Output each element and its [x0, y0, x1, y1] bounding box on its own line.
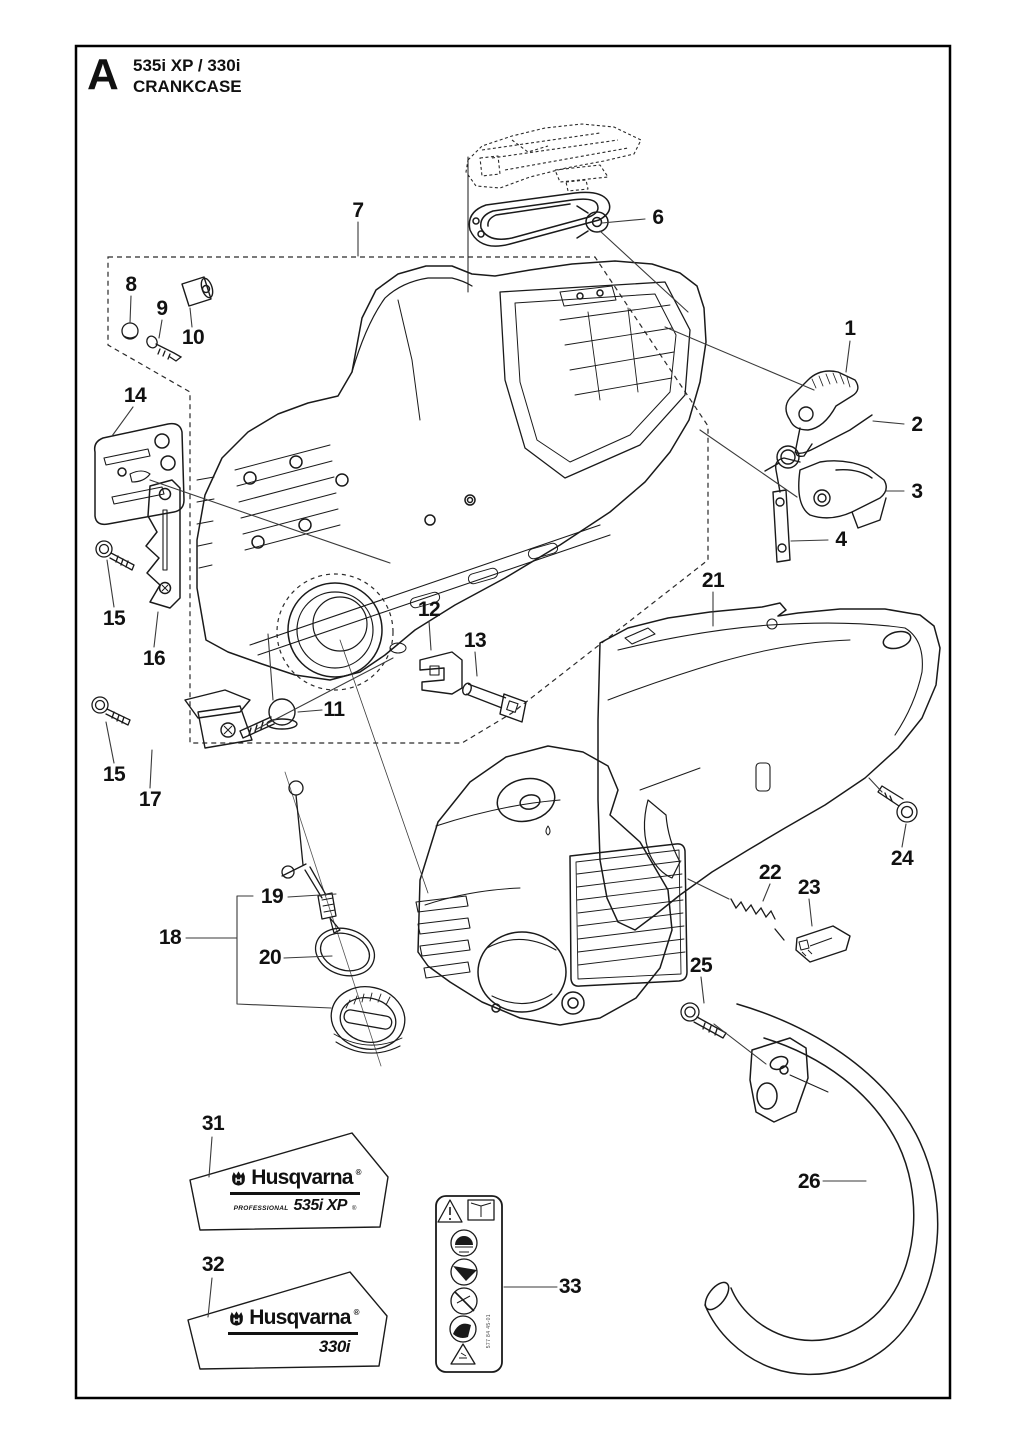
top-cover-dashed — [466, 124, 641, 191]
decal-535i-xp — [224, 1166, 366, 1215]
leader-1 — [846, 341, 850, 372]
callout-12: 12 — [417, 598, 441, 621]
leader-11c — [340, 640, 428, 893]
brand-name: Husqvarna — [249, 1306, 351, 1329]
latch-spring-22 — [731, 899, 784, 940]
page-title: CRANKCASE — [133, 77, 242, 96]
bar-plate-14 — [95, 424, 184, 525]
callout-13: 13 — [463, 629, 487, 652]
callout-6: 6 — [652, 206, 664, 229]
leader-3b — [700, 430, 797, 497]
leader-12 — [429, 621, 431, 650]
leader-15-lower — [106, 722, 114, 763]
model-title: 535i XP / 330i — [133, 56, 241, 75]
screw-15-lower — [92, 697, 130, 725]
callout-4: 4 — [835, 528, 847, 551]
leader-25 — [701, 977, 704, 1003]
callout-32: 32 — [201, 1253, 225, 1276]
callout-20: 20 — [258, 946, 282, 969]
leader-9 — [159, 320, 162, 338]
callout-2: 2 — [911, 413, 923, 436]
leader-16 — [154, 612, 158, 647]
callout-9: 9 — [156, 297, 168, 320]
callout-31: 31 — [201, 1112, 225, 1135]
trademark-symbol: ® — [355, 1168, 361, 1177]
leader-14b — [150, 480, 390, 563]
leader-32 — [208, 1278, 212, 1317]
screw-24 — [878, 786, 917, 822]
screw-15-upper — [96, 541, 134, 570]
model-name: 330i — [318, 1337, 350, 1356]
callout-15-upper: 15 — [102, 607, 126, 630]
screw-9 — [145, 334, 181, 361]
husqvarna-crown-icon — [229, 1169, 248, 1188]
husqvarna-wordmark — [224, 1166, 366, 1190]
leader-10 — [190, 308, 192, 327]
bar-cover-gasket-6 — [469, 192, 609, 246]
callout-19: 19 — [260, 885, 284, 908]
throttle-lockout-3 — [799, 461, 887, 528]
series-label: PROFESSIONAL — [233, 1205, 289, 1212]
leader-20 — [284, 956, 332, 958]
model-name: 535i XP — [293, 1197, 347, 1214]
trademark-symbol: ® — [353, 1308, 359, 1317]
leader-13 — [475, 652, 477, 676]
decal-rule — [228, 1332, 358, 1335]
leader-24 — [902, 824, 906, 847]
dowel-pin-10 — [182, 277, 215, 306]
callout-15-lower: 15 — [102, 763, 126, 786]
callout-11: 11 — [323, 698, 345, 721]
leader-4 — [791, 540, 828, 541]
callout-3: 3 — [911, 480, 923, 503]
leader-24b — [869, 778, 882, 792]
leader-17 — [150, 750, 152, 788]
callout-18: 18 — [158, 926, 182, 949]
latch-23 — [796, 926, 850, 962]
decal-330i — [222, 1306, 364, 1357]
leader-22 — [763, 884, 770, 901]
callout-16: 16 — [142, 647, 166, 670]
decal-rule — [230, 1192, 360, 1195]
husqvarna-wordmark — [222, 1306, 364, 1330]
leader-22b — [688, 879, 729, 899]
page-border — [76, 46, 950, 1398]
clamp-12 — [420, 652, 462, 694]
leader-19 — [288, 894, 336, 897]
callout-26: 26 — [797, 1170, 821, 1193]
leader-2 — [873, 421, 904, 424]
callout-14: 14 — [123, 384, 147, 407]
leader-8 — [130, 296, 131, 323]
callout-25: 25 — [689, 954, 713, 977]
callout-1: 1 — [844, 317, 856, 340]
link-rod-4 — [773, 458, 800, 562]
leader-25b — [714, 1024, 766, 1064]
callout-21: 21 — [701, 569, 725, 592]
section-letter: A — [87, 50, 119, 99]
screw-25 — [681, 1003, 726, 1038]
throttle-trigger-1 — [786, 371, 858, 456]
plug-button-8 — [122, 323, 138, 339]
crankcase-assembly — [197, 157, 706, 680]
callout-17: 17 — [138, 788, 162, 811]
callout-8: 8 — [125, 273, 137, 296]
callout-24: 24 — [890, 847, 914, 870]
callout-22: 22 — [758, 861, 782, 884]
felling-spike-16 — [146, 480, 180, 608]
callout-7: 7 — [352, 199, 364, 222]
chain-catcher-17 — [185, 690, 252, 748]
husqvarna-crown-icon — [227, 1309, 246, 1328]
brand-name: Husqvarna — [251, 1166, 353, 1189]
leader-11 — [298, 710, 322, 712]
callout-33: 33 — [558, 1275, 582, 1298]
callout-10: 10 — [181, 326, 205, 349]
leader-31 — [209, 1137, 212, 1177]
warning-label-33 — [436, 1196, 502, 1372]
leader-15-upper — [107, 560, 114, 607]
oil-cap-assembly — [282, 772, 411, 1066]
pin-13 — [461, 682, 526, 722]
leader-23 — [809, 899, 812, 926]
trademark-symbol: ® — [351, 1206, 357, 1212]
warning-label-part-code: 577 84 45-01 — [486, 1314, 492, 1349]
callout-23: 23 — [797, 876, 821, 899]
